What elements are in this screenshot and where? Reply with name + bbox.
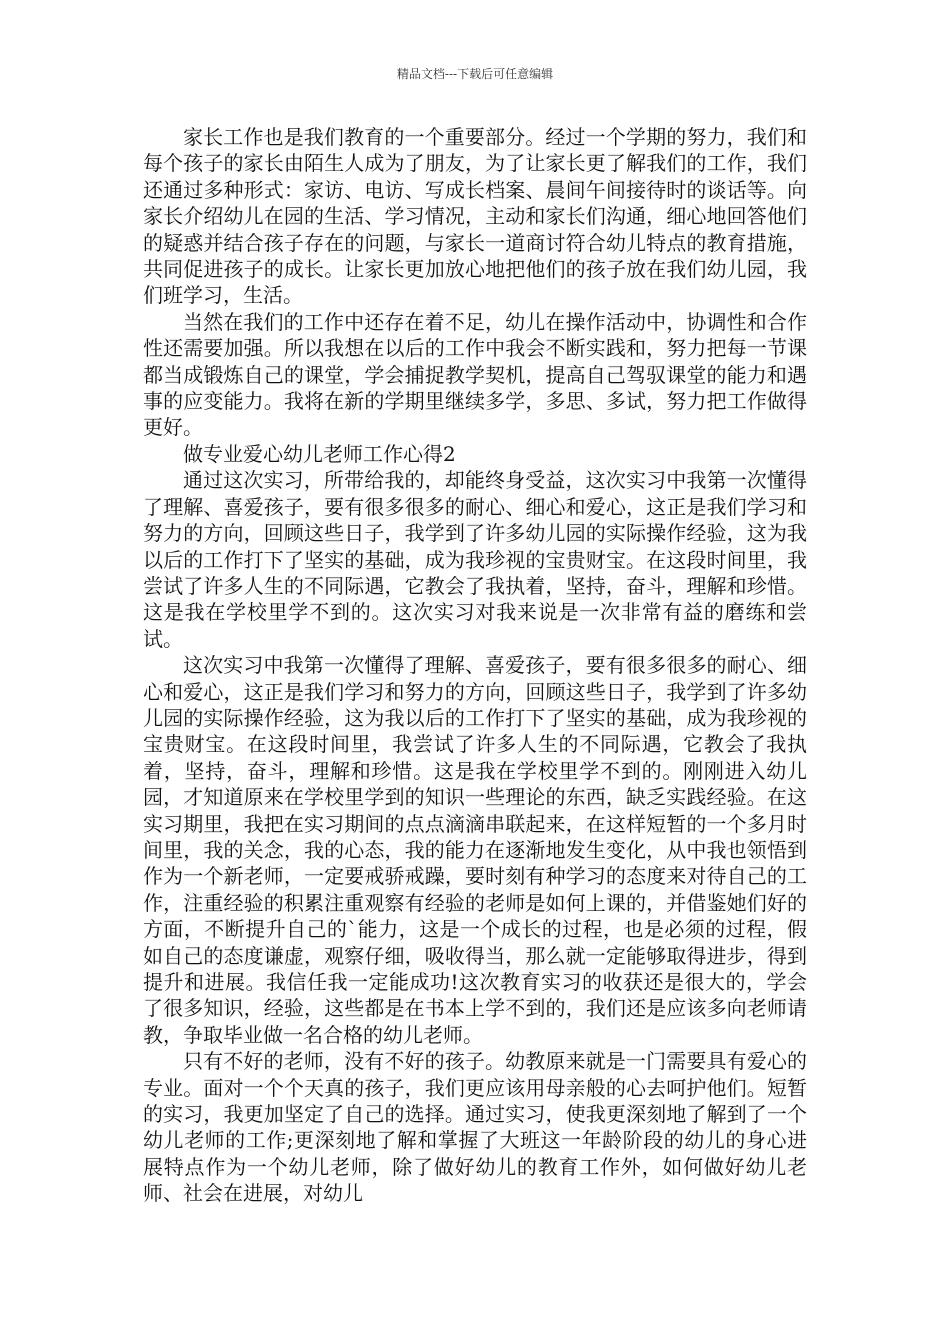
section-heading: 做专业爱心幼儿老师工作心得2: [183, 441, 456, 466]
paragraph-parent-work: 家长工作也是我们教育的一个重要部分。经过一个学期的努力，我们和每个孩子的家长由陌生人成为了朋友，为了让家长更了解我们的工作，我们还通过多种形式：家访、电访、写成长档案、晨间午间接待时的谈话等。向家长介绍幼儿在园的生活、学习情况，主动和家长们沟通，细心地回答他们的疑惑并结合孩子存在的问题，与家长一道商讨符合幼儿特点的教育措施，共同促进孩子的成长。让家长更加放心地把他们的孩子放在我们幼儿园，我们班学习，生活。: [143, 125, 807, 308]
paragraph-internship-gains: 通过这次实习，所带给我的，却能终身受益，这次实习中我第一次懂得了理解、喜爱孩子，要有很多很多的耐心、细心和爱心，这正是我们学习和努力的方向，回顾这些日子，我学到了许多幼儿园的实际操作经验，这为我以后的工作打下了坚实的基础，成为我珍视的宝贵财宝。在这段时间里，我尝试了许多人生的不同际遇，它教会了我执着，坚持，奋斗，理解和珍惜。这是我在学校里学不到的。这次实习对我来说是一次非常有益的磨练和尝试。: [143, 468, 807, 651]
paragraph-internship-reflection: 这次实习中我第一次懂得了理解、喜爱孩子，要有很多很多的耐心、细心和爱心，这正是我们学习和努力的方向，回顾这些日子，我学到了许多幼儿园的实际操作经验，这为我以后的工作打下了坚实的基础，成为我珍视的宝贵财宝。在这段时间里，我尝试了许多人生的不同际遇，它教会了我执着，坚持，奋斗，理解和珍惜。这是我在学校里学不到的。刚刚进入幼儿园，才知道原来在学校里学到的知识一些理论的东西，缺乏实践经验。在这实习期里，我把在实习期间的点点滴滴串联起来，在这样短暂的一个多月时间里，我的关念，我的心态，我的能力在逐渐地发生变化，从中我也领悟到作为一个新老师，一定要戒骄戒躁，要时刻有种学习的态度来对待自己的工作，注重经验的积累注重观察有经验的老师是如何上课的，并借鉴她们好的方面，不断提升自己的`能力，这是一个成长的过程，也是必须的过程，假如自己的态度谦虚，观察仔细，吸收得当，那么就一定能够取得进步，得到提升和进展。我信任我一定能成功!这次教育实习的收获还是很大的，学会了很多知识，经验，这些都是在书本上学不到的，我们还是应该多向老师请教，争取毕业做一名合格的幼儿老师。: [143, 653, 807, 1047]
page-header: 精品文档---下载后可任意编辑: [396, 67, 554, 81]
paragraph-shortcomings: 当然在我们的工作中还存在着不足，幼儿在操作活动中，协调性和合作性还需要加强。所以我想在以后的工作中我会不断实践和，努力把每一节课都当成锻炼自己的课堂，学会捕捉教学契机，提高自己驾驭课堂的能力和遇事的应变能力。我将在新的学期里继续多学，多思、多试，努力把工作做得更好。: [143, 309, 807, 440]
document-body: [143, 124, 807, 1207]
paragraph-no-bad-children: 只有不好的老师，没有不好的孩子。幼教原来就是一门需要具有爱心的专业。面对一个个天真的孩子，我们更应该用母亲般的心去呵护他们。短暂的实习，我更加坚定了自己的选择。通过实习，使我更深刻地了解到了一个幼儿老师的工作;更深刻地了解和掌握了大班这一年龄阶段的幼儿的身心进展特点作为一个幼儿老师，除了做好幼儿的教育工作外，如何做好幼儿老师、社会在进展，对幼儿: [143, 1049, 807, 1206]
